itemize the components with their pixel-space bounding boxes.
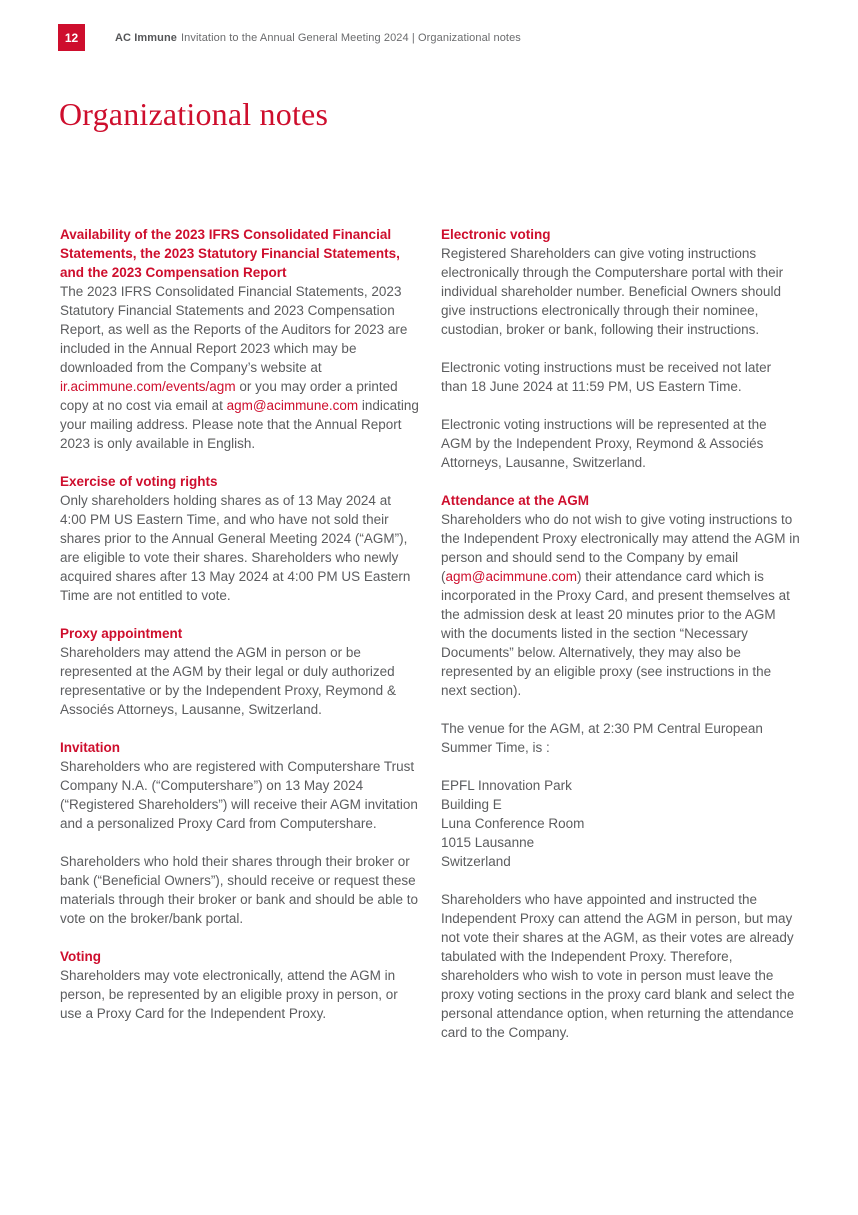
section-availability xyxy=(60,225,419,453)
section-heading-voting-rights: Exercise of voting rights xyxy=(60,474,218,489)
header-meta xyxy=(115,32,521,44)
paragraph-attendance-2: Shareholders who have appointed and instructed the Independent Proxy can attend the AGM in person, but may not vote their shares at the AGM, as their votes are already tabulated with the Independent Proxy. Therefore, shareholders who wish to vote in person must leave the proxy voting sections in the proxy card blank and select the personal attendance option, when returning the attendance card to the Company. xyxy=(441,892,795,1040)
left-column xyxy=(60,225,419,1061)
section-electronic-voting xyxy=(441,225,800,472)
section-invitation xyxy=(60,738,419,928)
venue-address-line: 1015 Lausanne xyxy=(441,835,535,850)
section-attendance xyxy=(441,491,800,1042)
paragraph-electronic-voting-2: Electronic voting instructions must be received not later than 18 June 2024 at 11:59 PM, US Eastern Time. xyxy=(441,360,772,394)
paragraph-availability xyxy=(60,282,419,453)
paragraph-text: or you may order a printed copy at no cost via email at xyxy=(60,379,398,413)
paragraph-text: ) their attendance card which is incorporated in the Proxy Card, and present themselves at the admission desk at least 20 minutes prior to the AGM with the documents listed in the section “Necessary Documents” below. Alternatively, they may also be represented by an eligible proxy (see instructions in the next section). xyxy=(441,569,790,698)
venue-address-line: Luna Conference Room xyxy=(441,816,585,831)
paragraph-text: Shareholders who do not wish to give voting instructions to the Independent Proxy electronically may attend the AGM in person and should send to the Company by email ( xyxy=(441,512,800,584)
page-number-badge xyxy=(58,24,85,51)
header-subtitle: Invitation to the Annual General Meeting 2024 | Organizational notes xyxy=(181,31,521,44)
section-heading-availability: Availability of the 2023 IFRS Consolidated Financial Statements, the 2023 Statutory Financial Statements, and the 2023 Compensation Report xyxy=(60,227,400,280)
section-heading-electronic-voting: Electronic voting xyxy=(441,227,551,242)
paragraph-attendance-1 xyxy=(441,510,800,700)
paragraph-invitation-1: Shareholders who are registered with Computershare Trust Company N.A. (“Computershare”) on 13 May 2024 (“Registered Shareholders”) will receive their AGM invitation and a personalized Proxy Card from Computershare. xyxy=(60,759,418,831)
section-heading-invitation: Invitation xyxy=(60,740,120,755)
right-column xyxy=(441,225,800,1061)
section-proxy-appointment xyxy=(60,624,419,719)
link-ir-acimmune-url[interactable]: ir.acimmune.com/events/agm xyxy=(60,379,236,394)
section-heading-voting: Voting xyxy=(60,949,101,964)
paragraph-electronic-voting-3: Electronic voting instructions will be represented at the AGM by the Independent Proxy, Reymond & Associés Attorneys, Lausanne, Switzerland. xyxy=(441,417,767,470)
link-agm-email[interactable]: agm@acimmune.com xyxy=(226,398,359,413)
paragraph-invitation-2: Shareholders who hold their shares through their broker or bank (“Beneficial Owners”), should receive or request these materials through their broker or bank and should be able to vote on the broker/bank portal. xyxy=(60,854,418,926)
paragraph-voting: Shareholders may vote electronically, attend the AGM in person, be represented by an eligible proxy in person, or use a Proxy Card for the Independent Proxy. xyxy=(60,968,398,1021)
paragraph-text: indicating your mailing address. Please note that the Annual Report 2023 is only available in English. xyxy=(60,398,419,451)
content-columns xyxy=(60,225,800,1061)
venue-address-block xyxy=(441,776,800,871)
venue-address-line: Building E xyxy=(441,797,502,812)
page-number: 12 xyxy=(64,30,79,45)
paragraph-electronic-voting-1: Registered Shareholders can give voting instructions electronically through the Computershare portal with their individual shareholder number. Beneficial Owners should give instructions electronically through their nominee, custodian, broker or bank, following their instructions. xyxy=(441,246,784,337)
page-title: Organizational notes xyxy=(59,96,329,132)
venue-address-line: EPFL Innovation Park xyxy=(441,778,572,793)
brand-name: AC Immune xyxy=(115,31,178,44)
link-agm-email-attendance[interactable]: agm@acimmune.com xyxy=(445,569,577,584)
paragraph-proxy-appointment: Shareholders may attend the AGM in person or be represented at the AGM by their legal or duly authorized representative or by the Independent Proxy, Reymond & Associés Attorneys, Lausanne, Switzerland. xyxy=(60,645,396,717)
paragraph-text: The 2023 IFRS Consolidated Financial Statements, 2023 Statutory Financial Statements and 2023 Compensation Report, as well as the Reports of the Auditors for 2023 are included in the Annual Report 2023 which may be downloaded from the Company’s website at xyxy=(60,284,408,375)
section-heading-attendance: Attendance at the AGM xyxy=(441,493,590,508)
paragraph-attendance-venue-intro: The venue for the AGM, at 2:30 PM Central European Summer Time, is : xyxy=(441,721,763,755)
page-header xyxy=(58,24,521,51)
paragraph-voting-rights: Only shareholders holding shares as of 13 May 2024 at 4:00 PM US Eastern Time, and who have not sold their shares prior to the Annual General Meeting 2024 (“AGM”), are eligible to vote their shares. Shareholders who newly acquired shares after 13 May 2024 at 4:00 PM US Eastern Time are not entitled to vote. xyxy=(60,493,411,603)
venue-address-line: Switzerland xyxy=(441,854,511,869)
section-voting-rights xyxy=(60,472,419,605)
section-voting xyxy=(60,947,419,1023)
section-heading-proxy-appointment: Proxy appointment xyxy=(60,626,183,641)
